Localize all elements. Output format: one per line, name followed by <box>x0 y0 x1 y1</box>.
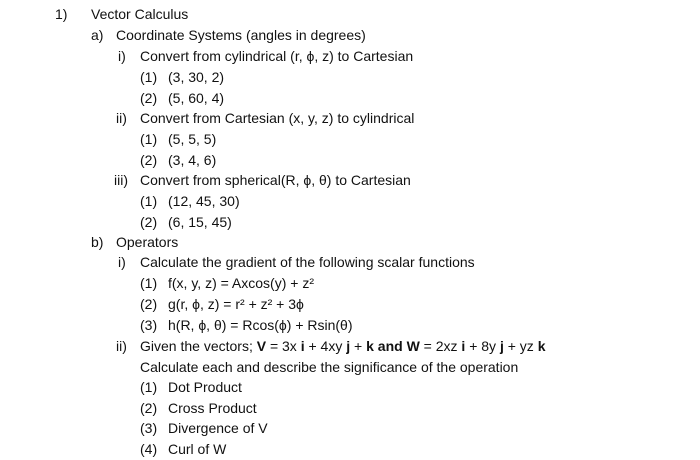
part-a-iii-item-2-num: (2) <box>140 214 158 230</box>
part-b-ii-item-1-num: (1) <box>140 379 158 395</box>
part-b-i-label: i) <box>118 254 126 270</box>
part-b-i-item-1-num: (1) <box>140 275 158 291</box>
part-a-iii-item-2-text: (6, 15, 45) <box>168 214 232 230</box>
part-a-iii-item-1-text: (12, 45, 30) <box>168 193 240 209</box>
part-a-ii-item-2-num: (2) <box>140 152 158 168</box>
part-a-label: a) <box>91 27 104 43</box>
question-number: 1) <box>55 6 68 22</box>
part-a-ii-label: ii) <box>116 110 127 126</box>
part-a-i-text: Convert from cylindrical (r, ϕ, z) to Cartesian <box>140 48 414 64</box>
question-title: Vector Calculus <box>91 6 189 22</box>
part-a-iii-item-1-num: (1) <box>140 193 158 209</box>
part-b-ii-given: Given the vectors; V = 3x i + 4xy j + k and W = 2xz i + 8y j + yz k <box>140 338 546 354</box>
part-a-i-item-2-num: (2) <box>140 90 158 106</box>
part-a-i-item-1-text: (3, 30, 2) <box>168 69 225 85</box>
part-a-ii-item-1-num: (1) <box>140 131 158 147</box>
part-b-i-item-1-text: f(x, y, z) = Axcos(y) + z² <box>168 275 314 291</box>
part-b-i-item-2-text: g(r, ϕ, z) = r² + z² + 3ϕ <box>168 296 304 312</box>
part-b-title: Operators <box>116 234 179 250</box>
part-a-ii-item-1-text: (5, 5, 5) <box>168 131 217 147</box>
part-b-ii-instruction: Calculate each and describe the significance of the operation <box>140 359 519 375</box>
part-a-iii-text: Convert from spherical(R, ϕ, θ) to Cartesian <box>140 172 411 188</box>
part-b-i-text: Calculate the gradient of the following scalar functions <box>140 254 475 270</box>
part-a-i-item-1-num: (1) <box>140 69 158 85</box>
part-a-i-item-2-text: (5, 60, 4) <box>168 90 225 106</box>
part-a-i-label: i) <box>118 48 126 64</box>
part-b-ii-item-4-num: (4) <box>140 441 158 457</box>
part-a-ii-text: Convert from Cartesian (x, y, z) to cylindrical <box>140 110 415 126</box>
part-b-i-item-3-text: h(R, ϕ, θ) = Rcos(ϕ) + Rsin(θ) <box>168 317 353 333</box>
part-b-ii-label: ii) <box>116 338 127 354</box>
part-b-ii-item-4-text: Curl of W <box>168 441 227 457</box>
part-a-title: Coordinate Systems (angles in degrees) <box>116 27 366 43</box>
part-b-i-item-2-num: (2) <box>140 296 158 312</box>
part-b-ii-item-2-text: Cross Product <box>168 400 257 416</box>
part-b-i-item-3-num: (3) <box>140 317 158 333</box>
part-a-ii-item-2-text: (3, 4, 6) <box>168 152 217 168</box>
part-b-ii-item-1-text: Dot Product <box>168 379 242 395</box>
part-a-iii-label: iii) <box>114 172 128 188</box>
part-b-ii-item-2-num: (2) <box>140 400 158 416</box>
part-b-ii-item-3-text: Divergence of V <box>168 420 268 436</box>
part-b-ii-item-3-num: (3) <box>140 420 158 436</box>
part-b-label: b) <box>91 234 104 250</box>
